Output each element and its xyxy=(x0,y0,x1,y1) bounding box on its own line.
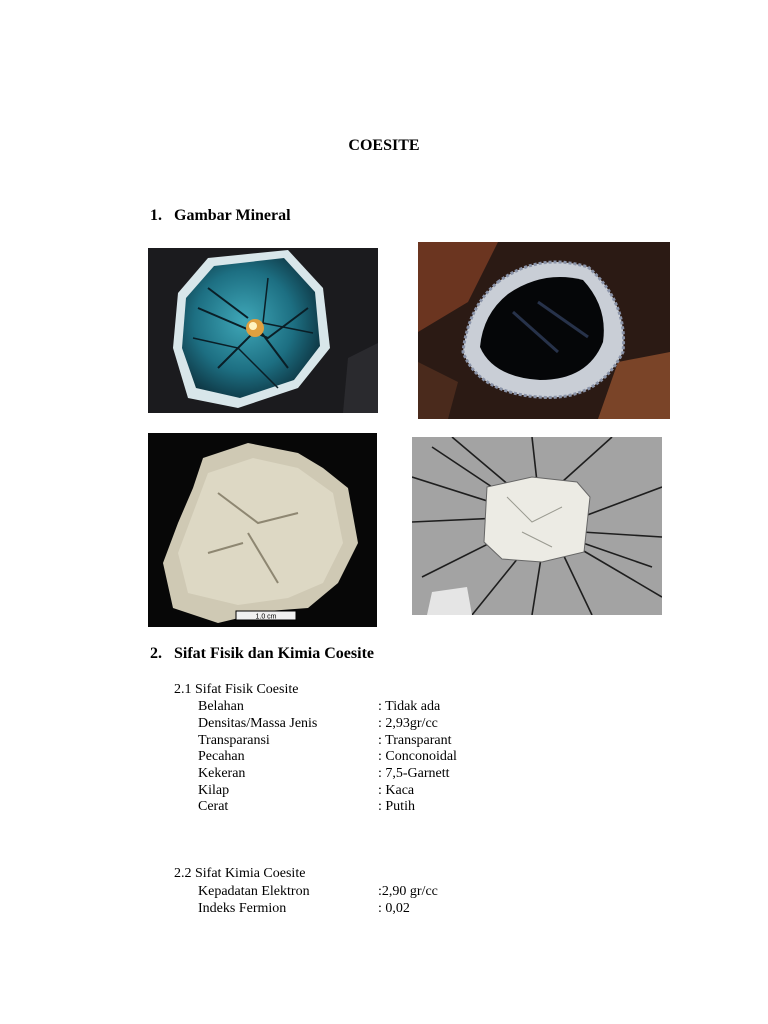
section-title: Gambar Mineral xyxy=(174,207,291,224)
property-label: Transparansi xyxy=(198,733,270,748)
property-value: : Putih xyxy=(378,799,415,814)
coesite-inclusion-image xyxy=(412,437,662,615)
property-label: Indeks Fermion xyxy=(198,901,287,916)
property-label: Cerat xyxy=(198,799,229,814)
property-value: :2,90 gr/cc xyxy=(378,884,438,899)
property-value: : 0,02 xyxy=(378,901,410,916)
property-value: : Kaca xyxy=(378,783,415,798)
page-title: COESITE xyxy=(348,137,420,154)
section-heading-sifat-fisik-kimia xyxy=(150,645,374,663)
coesite-crystal-cross-polarized-blue-icon xyxy=(148,248,378,413)
section-number: 2. xyxy=(150,645,162,662)
section-title: Sifat Fisik dan Kimia Coesite xyxy=(174,645,375,662)
coesite-ring-image xyxy=(418,242,670,419)
section-number: 1. xyxy=(150,207,162,224)
coesite-hand-specimen-icon xyxy=(148,433,377,627)
property-label: Kepadatan Elektron xyxy=(198,884,310,899)
coesite-ring-in-dark-matrix-icon xyxy=(418,242,670,419)
coesite-specimen-image xyxy=(148,433,377,627)
coesite-inclusion-radial-cracks-icon xyxy=(412,437,662,615)
scale-bar-label: 1.0 cm xyxy=(255,613,277,621)
property-value: : 2,93gr/cc xyxy=(378,716,438,731)
coesite-crystal-image xyxy=(148,248,378,413)
property-value: : 7,5-Garnett xyxy=(378,766,450,781)
property-label: Pecahan xyxy=(198,749,245,764)
property-label: Belahan xyxy=(198,699,244,714)
property-label: Kekeran xyxy=(198,766,246,781)
subheading-sifat-fisik: 2.1 Sifat Fisik Coesite xyxy=(174,682,299,697)
property-value: : Tidak ada xyxy=(378,699,441,714)
property-value: : Conconoidal xyxy=(378,749,457,764)
property-value: : Transparant xyxy=(378,733,452,748)
property-label: Densitas/Massa Jenis xyxy=(198,716,318,731)
subheading-sifat-kimia: 2.2 Sifat Kimia Coesite xyxy=(174,866,306,881)
property-label: Kilap xyxy=(198,783,230,798)
section-heading-gambar-mineral xyxy=(150,207,291,225)
